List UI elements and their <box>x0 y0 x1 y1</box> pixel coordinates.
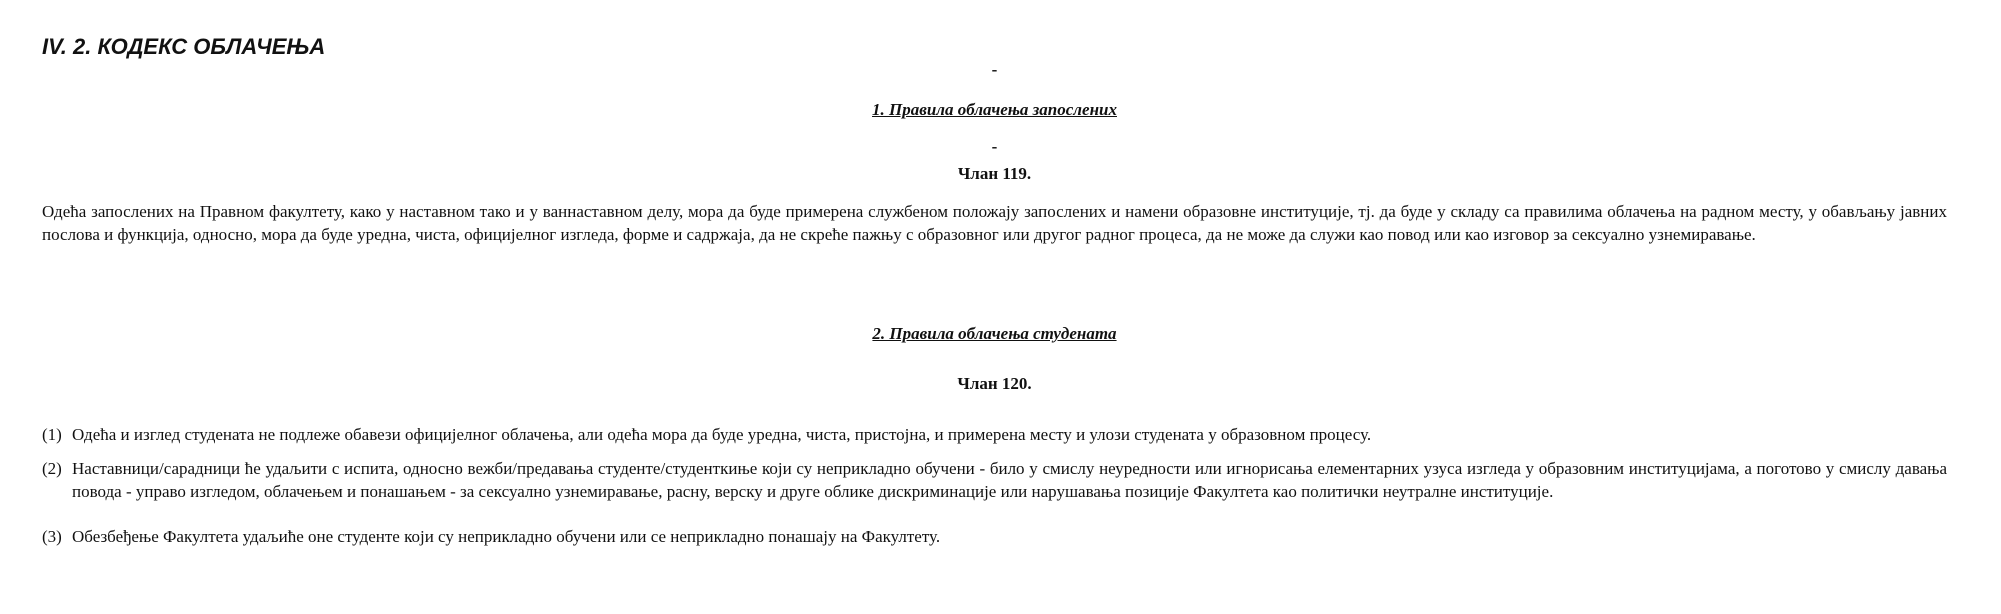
section-heading-employees: 1. Правила облачења запослених <box>872 100 1117 119</box>
list-number: (3) <box>42 527 62 546</box>
page-title: IV. 2. КОДЕКС ОБЛАЧЕЊА <box>42 34 326 59</box>
list-item-2 <box>42 457 1947 503</box>
list-number: (2) <box>42 459 62 478</box>
article-120-heading: Члан 120. <box>957 374 1032 393</box>
list-item-1 <box>42 423 1947 446</box>
list-text: Обезбеђење Факултета удаљиће оне студенте који су неприкладно обучени или се неприкладно понашају на Факултету. <box>72 527 941 546</box>
list-item-3 <box>42 525 1947 548</box>
section-heading-students: 2. Правила облачења студената <box>872 324 1117 343</box>
article-119-heading: Члан 119. <box>957 164 1032 183</box>
list-number: (1) <box>42 425 62 444</box>
article-119-paragraph: Одећа запослених на Правном факултету, како у наставном тако и у ваннаставном делу, мора да буде примерена службеном положају запослених и намени образовне институције, тј. да буде у складу са правилима облачења на радном месту, у обављању јавних послова и функција, односно, мора да буде уредна, чиста, официјелног изгледа, форме и садржаја, да не скреће пажњу с образовног или другог радног процеса, да не може да служи као повод или као изговор за сексуално узнемиравање. <box>42 202 1947 244</box>
list-text: Наставници/сарадници ће удаљити с испита, односно вежби/предавања студенте/студенткиње који су неприкладно обучени - било у смислу неуредности или игнорисања елементарних узуса изгледа у образовним институцијама, а поготово у смислу давања повода - управо изгледом, облачењем и понашањем - за сексуално узнемиравање, расну, верску и друге облике дискриминације или нарушавања позиције Факултета као политички неутралне институције. <box>72 459 1947 501</box>
separator-dash-2: - <box>991 137 998 156</box>
separator-dash-1: - <box>991 60 998 79</box>
list-text: Одећа и изглед студената не подлеже обавези официјелног облачења, али одећа мора да буде уредна, чиста, пристојна, и примерена месту и улози студената у образовном процесу. <box>72 425 1372 444</box>
